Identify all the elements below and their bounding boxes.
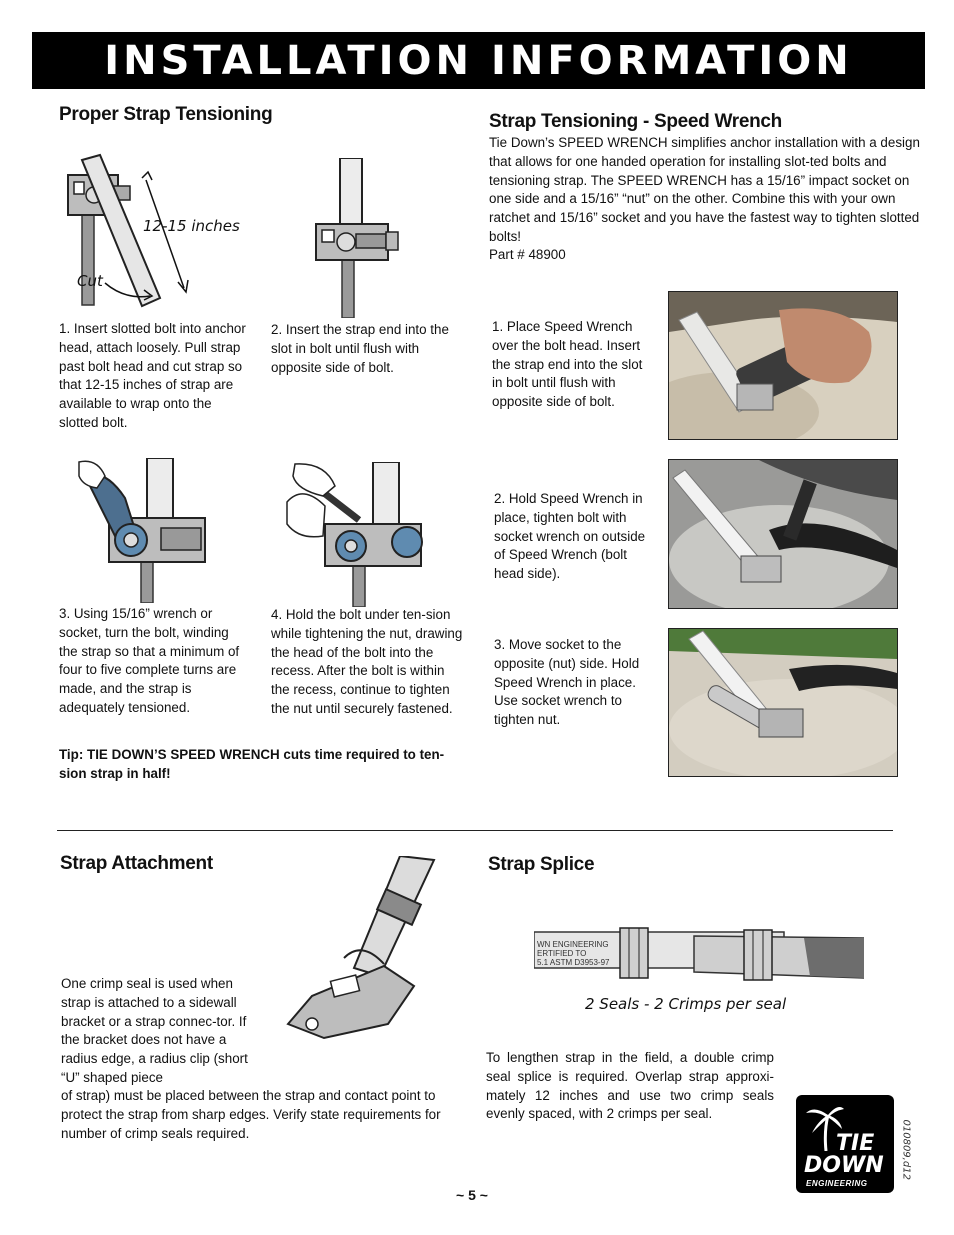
section-heading-strap-attachment: Strap Attachment: [60, 853, 213, 874]
step3-text: 3. Using 15/16” wrench or socket, turn the bolt, winding the strap so that a minimum of four to five complete turns are made, and the strap is adequately tensioned.: [59, 606, 240, 715]
speed-wrench-intro: Tie Down’s SPEED WRENCH simplifies anchor installation with a design that allows for one handed operation for installing slot-ted bolts and tensioning strap. The SPEED WRENCH has a 15/16” impact socket on one side and a 15/16” “nut” on the other. Combine this with your own ratchet and 15/16” socket and you have the fastest way to tighten slotted bolts!: [489, 135, 920, 244]
photo-place-speed-wrench: [668, 291, 898, 440]
document-code-wrapper: [896, 1119, 916, 1184]
photo-tighten-bolt: [668, 459, 898, 609]
speed-wrench-step1-text: 1. Place Speed Wrench over the bolt head. Insert the strap end into the slot in bolt until flush with opposite side of bolt.: [492, 319, 643, 410]
photo-tighten-nut: [668, 628, 898, 777]
tie-down-logo: [796, 1095, 894, 1193]
splice-caption: 2 Seals - 2 Crimps per seal: [585, 995, 787, 1013]
page-banner: INSTALLATION INFORMATION: [32, 32, 925, 89]
logo-text-tie: TIE: [836, 1131, 875, 1156]
strap-print-line-1: WN ENGINEERING: [537, 940, 609, 949]
figure-wrench-winding: [75, 458, 215, 603]
section-heading-speed-wrench: Strap Tensioning - Speed Wrench: [489, 111, 782, 132]
speed-wrench-step3-text: 3. Move socket to the opposite (nut) side. Hold Speed Wrench in place. Use socket wrench to tighten nut.: [494, 637, 640, 728]
fig1-cut-label: Cut: [77, 272, 103, 290]
strap-splice-text: To lengthen strap in the field, a double crimp seal splice is required. Overlap strap approxi-mately 12 inches and use two crimp seals evenly spaced, with 2 crimps per seal.: [486, 1050, 774, 1122]
strap-print-line-2: ERTIFIED TO: [537, 949, 587, 958]
logo-text-down: DOWN: [804, 1153, 884, 1178]
figure-strap-bracket: [284, 856, 454, 1041]
section-heading-proper-strap-tensioning: Proper Strap Tensioning: [59, 104, 273, 125]
strap-print: [537, 940, 609, 967]
figure-hold-and-tighten: [285, 462, 435, 607]
speed-wrench-part-number: Part # 48900: [489, 247, 566, 262]
document-code: 010809,d12: [900, 1119, 912, 1180]
logo-text-engineering: ENGINEERING: [806, 1179, 868, 1188]
step2-text: 2. Insert the strap end into the slot in bolt until flush with opposite side of bolt.: [271, 322, 449, 375]
page-number: ~ 5 ~: [456, 1187, 488, 1203]
speed-wrench-step2-text: 2. Hold Speed Wrench in place, tighten bolt with socket wrench on outside of Speed Wrench (bolt head side).: [494, 491, 646, 582]
section-heading-strap-splice: Strap Splice: [488, 854, 595, 875]
step4-text: 4. Hold the bolt under ten-sion while tightening the nut, drawing the head of the bolt into the recess. After the bolt is within the recess, continue to tighten the nut until securely fastened.: [271, 607, 463, 716]
strap-attachment-text-a: One crimp seal is used when strap is attached to a sidewall bracket or a strap connec-tor. If the bracket does not have a radius edge, a radius clip (short “U” shaped piece: [61, 976, 248, 1085]
figure-insert-strap-end: [300, 158, 420, 318]
strap-attachment-text-b: of strap) must be placed between the strap and contact point to protect the strap from sharp edges. Verify state requirements for number of crimp seals required.: [61, 1088, 441, 1141]
step1-text: 1. Insert slotted bolt into anchor head, attach loosely. Pull strap past bolt head and cut strap so that 12-15 inches of strap are available to wrap onto the slotted bolt.: [59, 321, 246, 430]
tip-text: Tip: TIE DOWN’S SPEED WRENCH cuts time required to ten-sion strap in half!: [59, 747, 445, 781]
strap-print-line-3: 5.1 ASTM D3953-97: [537, 958, 610, 967]
section-divider: [57, 830, 893, 831]
fig1-length-label: 12-15 inches: [143, 217, 240, 235]
